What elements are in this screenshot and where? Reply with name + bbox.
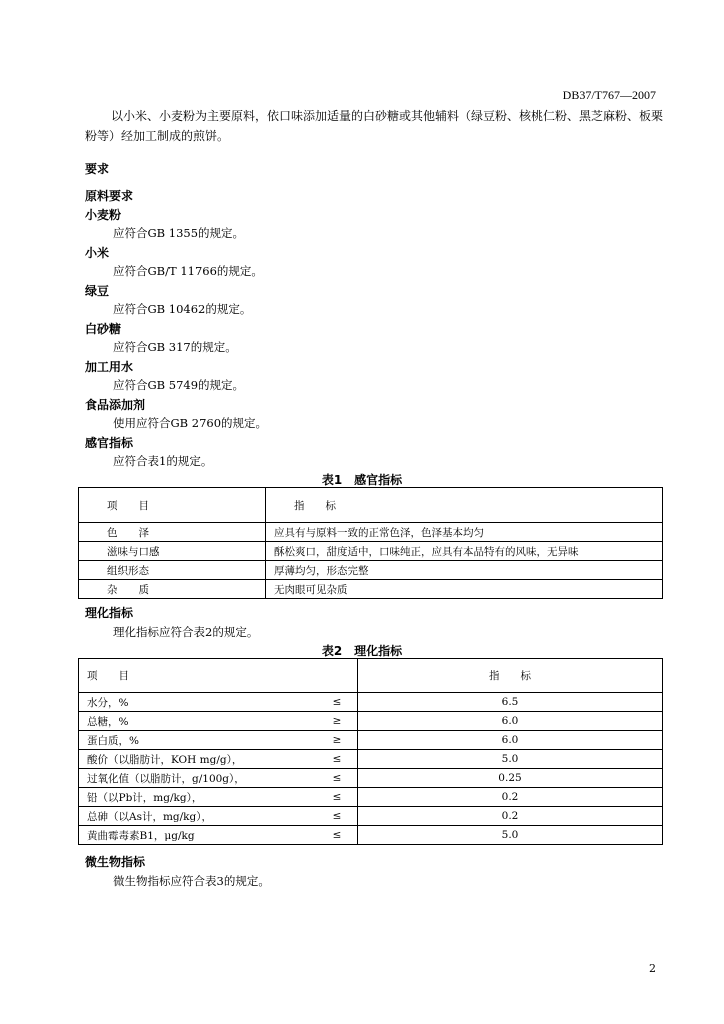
text-sensory: 应符合表1的规定。: [113, 454, 213, 468]
table2-caption: 表2 理化指标: [321, 644, 403, 658]
table-cell: 黄曲霉毒素B1，μg/kg: [79, 826, 318, 845]
table-cell: 酸价（以脂肪计，KOH mg/g），: [79, 750, 318, 769]
table-header-row: [79, 659, 663, 693]
text-wheat-flour: 应符合GB 1355的规定。: [113, 226, 245, 240]
table-row: [79, 580, 663, 599]
table-cell: 0.2: [358, 788, 663, 807]
heading-sugar: 白砂糖: [85, 322, 122, 336]
comparison-symbol: ≤: [317, 807, 358, 826]
text-physchem: 理化指标应符合表2的规定。: [113, 625, 259, 639]
heading-millet: 小米: [85, 246, 110, 260]
table-row: [79, 788, 663, 807]
table-cell: 无肉眼可见杂质: [266, 580, 663, 599]
table-row: [79, 826, 663, 845]
heading-wheat-flour: 小麦粉: [85, 208, 122, 222]
heading-additive: 食品添加剂: [85, 398, 146, 412]
table-row: [79, 693, 663, 712]
table-cell: 组织形态: [79, 561, 266, 580]
table-header-cell: 项 目: [79, 659, 358, 693]
comparison-symbol: ≤: [317, 750, 358, 769]
table-header-row: [79, 488, 663, 523]
table-row: [79, 523, 663, 542]
text-micro: 微生物指标应符合表3的规定。: [113, 874, 270, 888]
text-water: 应符合GB 5749的规定。: [113, 378, 245, 392]
table-cell: 蛋白质，%: [79, 731, 318, 750]
intro-paragraph: 以小米、小麦粉为主要原料，依口味添加适量的白砂糖或其他辅料（绿豆粉、核桃仁粉、黑芝麻粉、板栗粉等）经加工制成的煎饼。: [85, 109, 664, 143]
table-header-cell: 指 标: [266, 488, 663, 523]
table-cell: 6.0: [358, 712, 663, 731]
section-raw-materials: 原料要求: [85, 189, 134, 203]
table-cell: 总砷（以As计，mg/kg），: [79, 807, 318, 826]
text-additive: 使用应符合GB 2760的规定。: [113, 416, 268, 430]
heading-mung-bean: 绿豆: [85, 284, 110, 298]
table-cell: 酥松爽口，甜度适中，口味纯正，应具有本品特有的风味，无异味: [266, 542, 663, 561]
heading-water: 加工用水: [85, 360, 134, 374]
table-cell: 总糖，%: [79, 712, 318, 731]
table1-caption: 表1 感官指标: [321, 473, 403, 487]
comparison-symbol: ≥: [317, 731, 358, 750]
table-cell: 铅（以Pb计，mg/kg），: [79, 788, 318, 807]
heading-physchem: 理化指标: [85, 606, 134, 620]
table-cell: 水分，%: [79, 693, 318, 712]
comparison-symbol: ≤: [317, 693, 358, 712]
physchem-table: [78, 658, 663, 845]
text-mung-bean: 应符合GB 10462的规定。: [113, 302, 252, 316]
comparison-symbol: ≤: [317, 769, 358, 788]
document-code: DB37/T767—2007: [562, 88, 656, 102]
text-millet: 应符合GB/T 11766的规定。: [113, 264, 263, 278]
sensory-table: [78, 487, 663, 599]
table-row: [79, 561, 663, 580]
comparison-symbol: ≤: [317, 826, 358, 845]
table-cell: 应具有与原料一致的正常色泽，色泽基本均匀: [266, 523, 663, 542]
table-cell: 6.0: [358, 731, 663, 750]
table-cell: 6.5: [358, 693, 663, 712]
table-cell: 滋味与口感: [79, 542, 266, 561]
table-cell: 过氧化值（以脂肪计，g/100g），: [79, 769, 318, 788]
table-cell: 5.0: [358, 750, 663, 769]
table-cell: 杂 质: [79, 580, 266, 599]
page-number: 2: [649, 962, 656, 975]
table-row: [79, 712, 663, 731]
table-row: [79, 769, 663, 788]
section-requirements: 要求: [85, 162, 110, 176]
table-header-cell: 项 目: [79, 488, 266, 523]
heading-sensory: 感官指标: [85, 436, 134, 450]
comparison-symbol: ≤: [317, 788, 358, 807]
table-row: [79, 731, 663, 750]
table-cell: 厚薄均匀，形态完整: [266, 561, 663, 580]
table-cell: 色 泽: [79, 523, 266, 542]
table-cell: 5.0: [358, 826, 663, 845]
table-row: [79, 542, 663, 561]
comparison-symbol: ≥: [317, 712, 358, 731]
heading-micro: 微生物指标: [85, 855, 146, 869]
table-row: [79, 807, 663, 826]
table-header-cell: 指 标: [358, 659, 663, 693]
table-row: [79, 750, 663, 769]
text-sugar: 应符合GB 317的规定。: [113, 340, 237, 354]
table-cell: 0.25: [358, 769, 663, 788]
table-cell: 0.2: [358, 807, 663, 826]
